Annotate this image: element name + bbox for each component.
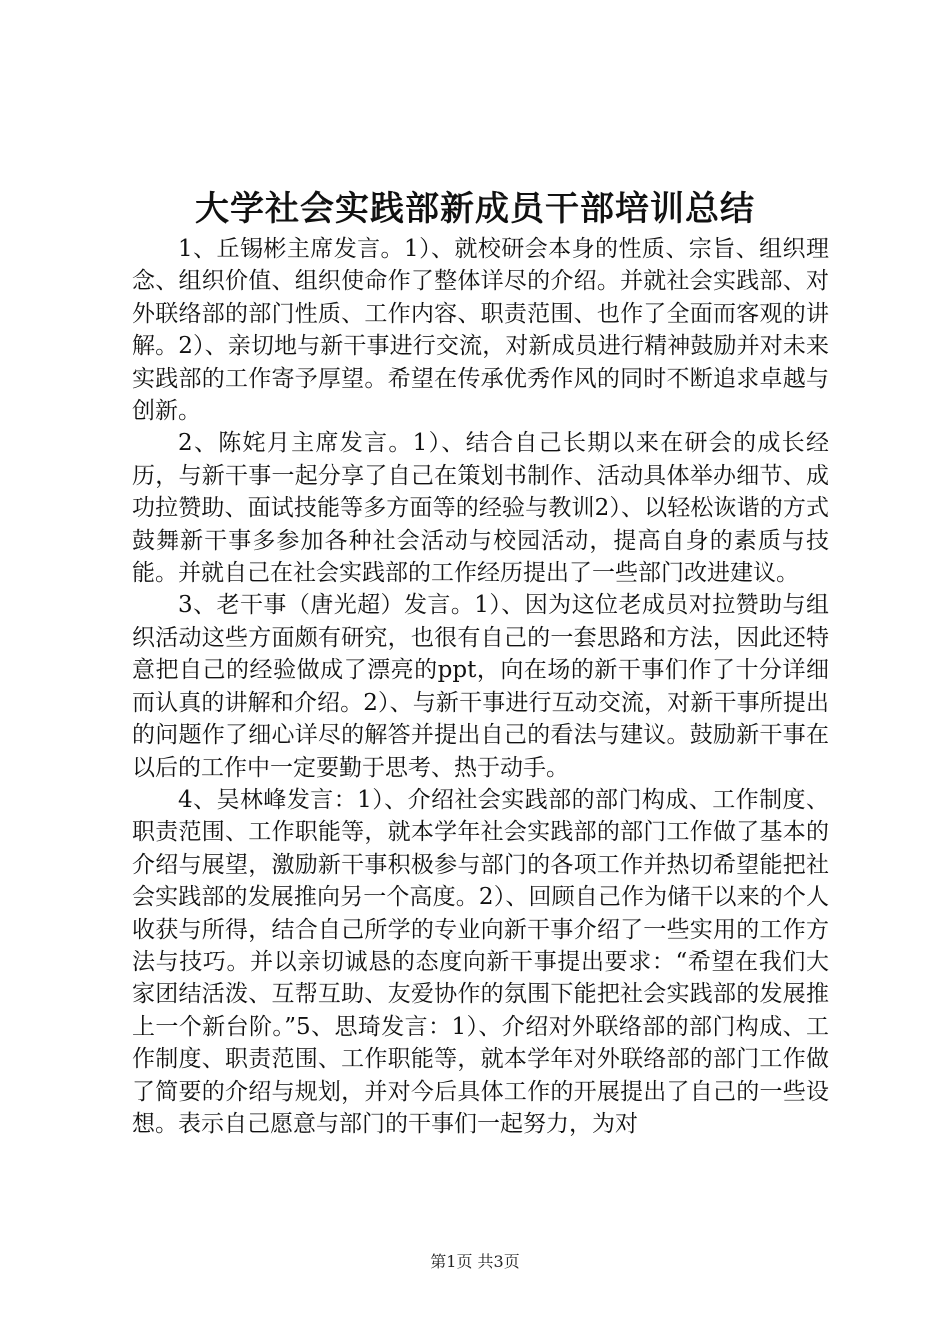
page-number-footer: 第1页 共3页 [430, 1252, 520, 1271]
paragraph-4: 4、吴林峰发言：1）、介绍社会实践部的部门构成、工作制度、职责范围、工作职能等，就本学年社会实践部的部门工作做了基本的介绍与展望，激励新干事积极参与部门的各项工作并热切希望能把社会实践部的发展推向另一个高度。2）、回顾自己作为储干以来的个人收获与所得，结合自己所学的专业向新干事介绍了一些实用的工作方法与技巧。并以亲切诚恳的态度向新干事提出要求：“希望在我们大家团结活泼、互帮互助、友爱协作的氛围下能把社会实践部的发展推上一个新台阶。”5、思琦发言：1）、介绍对外联络部的部门构成、工作制度、职责范围、工作职能等，就本学年对外联络部的部门工作做了简要的介绍与规划，并对今后具体工作的开展提出了自己的一些设想。表示自己愿意与部门的干事们一起努力，为对 [132, 786, 829, 1137]
document-body [132, 233, 829, 1140]
paragraph-2: 2、陈姹月主席发言。1）、结合自己长期以来在研会的成长经历，与新干事一起分享了自己在策划书制作、活动具体举办细节、成功拉赞助、面试技能等多方面等的经验与教训2）、以轻松诙谐的方式鼓舞新干事多参加各种社会活动与校园活动，提高自身的素质与技能。并就自己在社会实践部的工作经历提出了一些部门改进建议。 [132, 430, 829, 587]
paragraph-1: 1、丘锡彬主席发言。1）、就校研会本身的性质、宗旨、组织理念、组织价值、组织使命作了整体详尽的介绍。并就社会实践部、对外联络部的部门性质、工作内容、职责范围、也作了全面而客观的讲解。2）、亲切地与新干事进行交流，对新成员进行精神鼓励并对未来实践部的工作寄予厚望。希望在传承优秀作风的同时不断追求卓越与创新。 [132, 236, 829, 425]
paragraph-3: 3、老干事（唐光超）发言。1）、因为这位老成员对拉赞助与组织活动这些方面颇有研究，也很有自己的一套思路和方法，因此还特意把自己的经验做成了漂亮的ppt，向在场的新干事们作了十分详细而认真的讲解和介绍。2）、与新干事进行互动交流，对新干事所提出的问题作了细心详尽的解答并提出自己的看法与建议。鼓励新干事在以后的工作中一定要勤于思考、热于动手。 [132, 592, 829, 781]
document-title: 大学社会实践部新成员干部培训总结 [195, 189, 755, 229]
